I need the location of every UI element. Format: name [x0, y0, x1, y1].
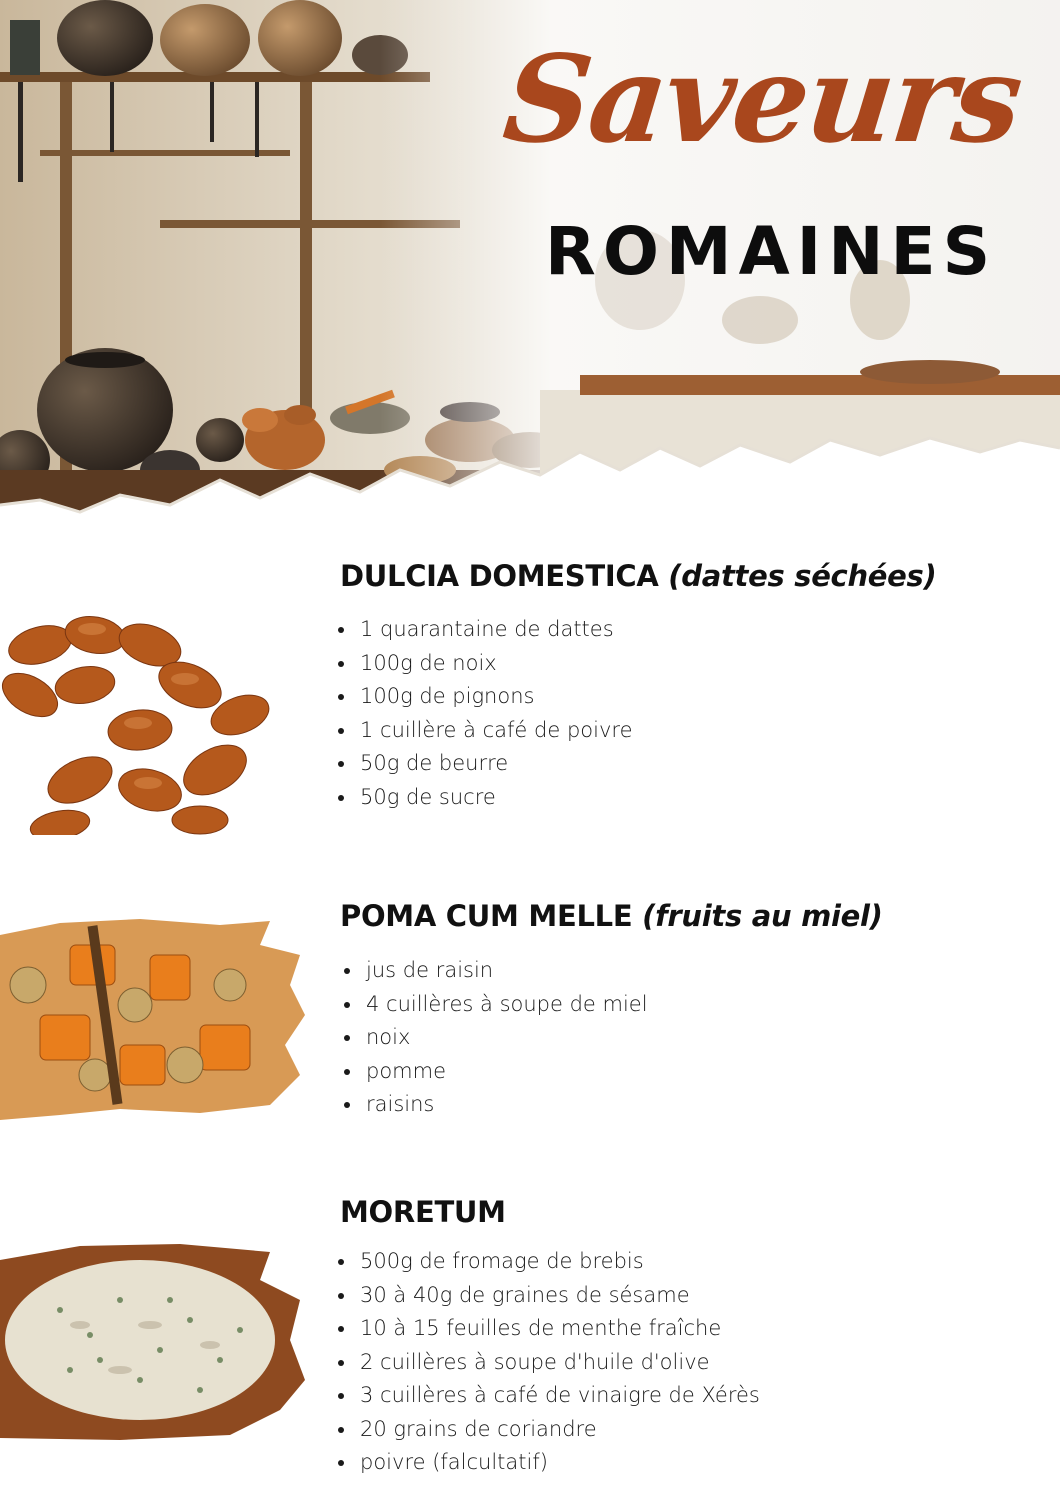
ingredient-item: noix	[336, 1021, 648, 1055]
title-main: ROMAINES	[545, 213, 998, 290]
ingredient-item: 20 grains de coriandre	[336, 1413, 760, 1447]
ingredient-list	[336, 613, 633, 814]
title-script: Saveurs	[497, 29, 1027, 170]
ingredient-item: jus de raisin	[336, 954, 648, 988]
hero-banner	[0, 0, 1060, 520]
ingredient-item: 1 cuillère à café de poivre	[336, 714, 633, 748]
ingredient-item: 50g de sucre	[336, 781, 633, 815]
ingredient-list	[336, 954, 648, 1122]
recipe-name: DULCIA DOMESTICA	[340, 559, 659, 593]
ingredient-item: 100g de noix	[336, 647, 633, 681]
ingredient-item: 3 cuillères à café de vinaigre de Xérès	[336, 1379, 760, 1413]
recipe-subtitle: (fruits au miel)	[642, 899, 883, 933]
recipe-dulcia-domestica	[0, 550, 1060, 850]
ingredient-item: 4 cuillères à soupe de miel	[336, 988, 648, 1022]
recipe-moretum	[0, 1190, 1060, 1500]
honey-fruits-image	[0, 915, 305, 1120]
ingredient-item: pomme	[336, 1055, 648, 1089]
recipe-title	[340, 896, 883, 936]
recipe-name: MORETUM	[340, 1195, 506, 1229]
ingredient-item: 50g de beurre	[336, 747, 633, 781]
ingredient-item: 30 à 40g de graines de sésame	[336, 1279, 760, 1313]
ingredient-item: poivre (falcultatif)	[336, 1446, 760, 1480]
ingredient-item: 1 quarantaine de dattes	[336, 613, 633, 647]
ingredient-item: 10 à 15 feuilles de menthe fraîche	[336, 1312, 760, 1346]
ingredient-item: raisins	[336, 1088, 648, 1122]
ingredient-item: 100g de pignons	[336, 680, 633, 714]
moretum-cheese-image	[0, 1240, 305, 1440]
recipe-poma-cum-melle	[0, 890, 1060, 1150]
recipe-title	[340, 556, 936, 596]
recipe-name: POMA CUM MELLE	[340, 899, 633, 933]
ingredient-item: 500g de fromage de brebis	[336, 1245, 760, 1279]
ingredient-item: 2 cuillères à soupe d'huile d'olive	[336, 1346, 760, 1380]
recipe-subtitle: (dattes séchées)	[668, 559, 937, 593]
dates-image	[0, 605, 300, 835]
recipe-title	[340, 1192, 506, 1232]
ingredient-list	[336, 1245, 760, 1480]
